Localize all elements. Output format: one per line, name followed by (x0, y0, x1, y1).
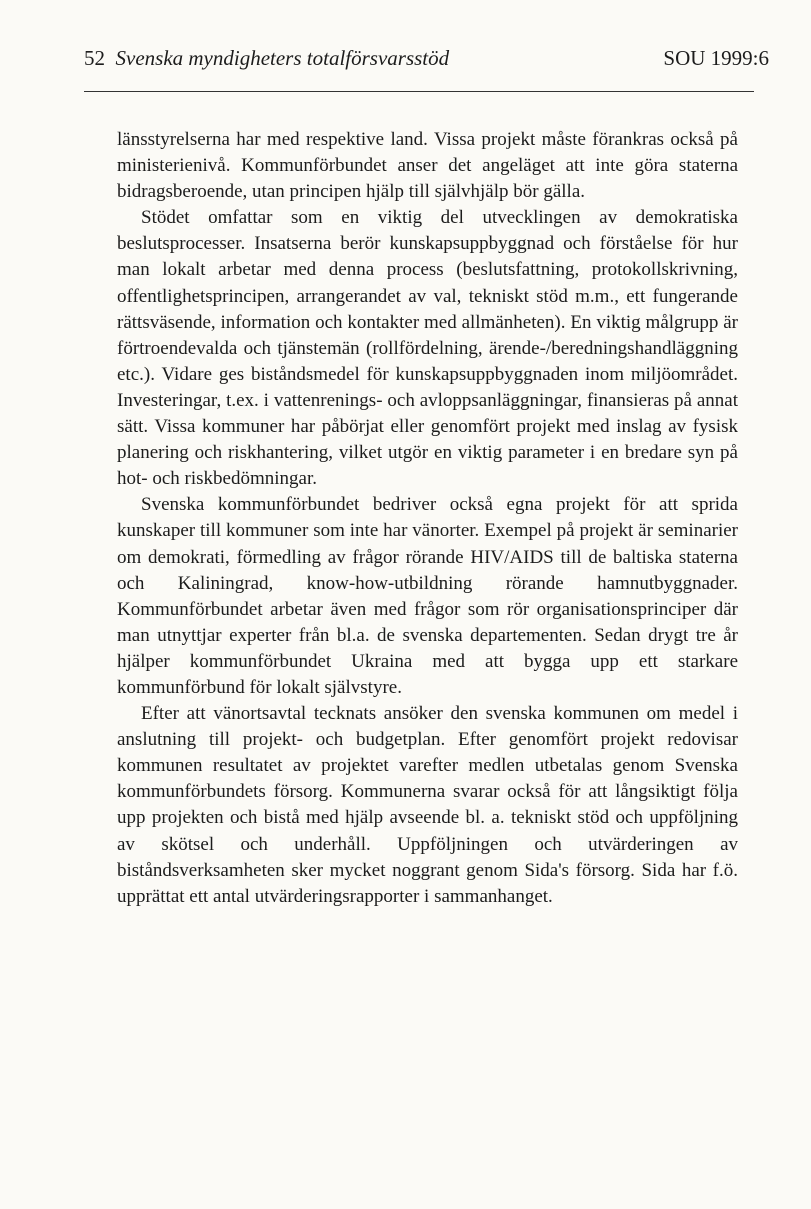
body-text (117, 127, 738, 910)
running-header (84, 46, 769, 76)
paragraph: Stödet omfattar som en viktig del utvecklingen av demokratiska beslutsprocesser. Insatserna berör kunskapsuppbyggnad och förståelse för hur man lokalt arbetar med denna process (beslutsfattning, protokollskrivning, offentlighetsprincipen, arrangerandet av val, tekniskt stöd m.m., ett fungerande rättsväsende, information och kontakter med allmänheten). En viktig målgrupp är förtroendevalda och tjänstemän (rollfördelning, ärende-/beredningshandläggning etc.). Vidare ges biståndsmedel för kunskapsuppbyggnaden inom miljöområdet. Investeringar, t.ex. i vattenrenings- och avloppsanläggningar, finansieras på annat sätt. Vissa kommuner har påbörjat eller genomfört projekt med inslag av fysisk planering och riskhantering, vilket utgör en viktig parameter i en bredare syn på hot- och riskbedömningar. (117, 207, 738, 490)
report-id: SOU 1999:6 (663, 46, 769, 70)
paragraph: Efter att vänortsavtal tecknats ansöker den svenska kommunen om medel i anslutning till projekt- och budgetplan. Efter genomfört projekt redovisar kommunen resultatet av projektet varefter medlen utbetalas genom Svenska kommunförbundets försorg. Kommunerna svarar också för att långsiktigt följa upp projekten och bistå med hjälp avseende bl. a. tekniskt stöd och uppföljning av skötsel och underhåll. Uppföljningen och utvärderingen av biståndsverksamheten sker mycket noggrant genom Sida's försorg. Sida har f.ö. upprättat ett antal utvärderingsrapporter i sammanhanget. (117, 703, 738, 907)
page-number: 52 (84, 46, 105, 70)
paragraph: Svenska kommunförbundet bedriver också egna projekt för att sprida kunskaper till kommuner som inte har vänorter. Exempel på projekt är seminarier om demokrati, förmedling av frågor rörande HIV/AIDS till de baltiska staterna och Kaliningrad, know-how-utbildning rörande hamnutbyggnader. Kommunförbundet arbetar även med frågor som rör organisationsprinciper där man utnyttjar experter från bl.a. de svenska departementen. Sedan drygt tre år hjälper kommunförbundet Ukraina med att bygga upp ett starkare kommunförbund för lokalt självstyre. (117, 494, 738, 698)
header-rule (84, 91, 754, 92)
header-left (84, 46, 449, 71)
paragraph: länsstyrelserna har med respektive land. Vissa projekt måste förankras också på ministerienivå. Kommunförbundet anser det angeläget att inte göra staterna bidragsberoende, utan principen hjälp till självhjälp bör gälla. (117, 129, 738, 203)
header-title: Svenska myndigheters totalförsvarsstöd (115, 46, 450, 70)
